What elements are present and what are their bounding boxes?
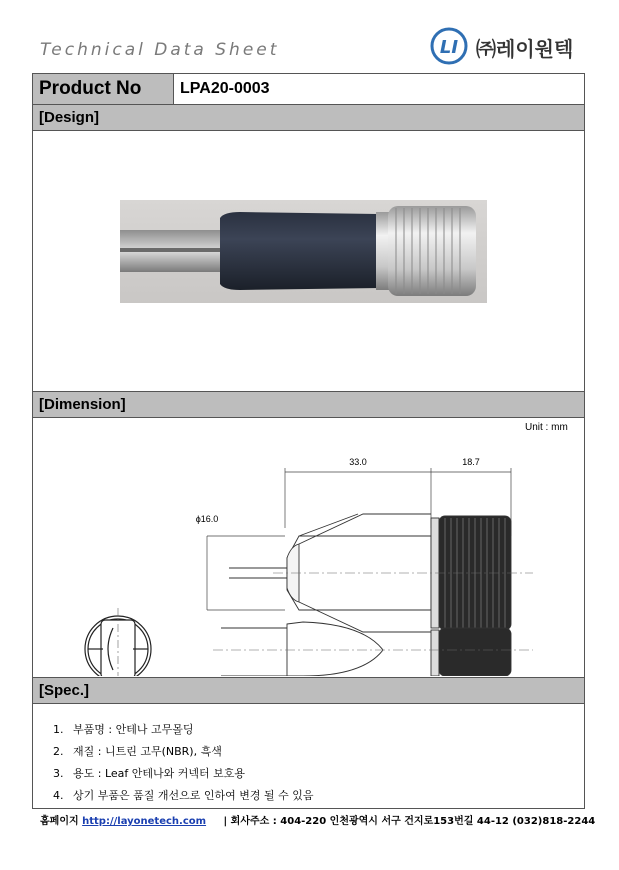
dim-diameter: ϕ16.0 [195,514,219,524]
logo-mark-text: LI [439,37,459,58]
company-logo-icon [430,27,468,65]
product-no-label: Product No [33,74,174,104]
data-sheet [32,73,585,809]
spec-item: 4. 상기 부품은 품질 개선으로 인하여 변경 될 수 있음 [53,789,314,802]
company-name: ㈜레이원텍 [476,37,574,61]
dim-length-b: 18.7 [462,457,480,467]
spec-list [53,719,314,807]
product-photo [120,200,487,303]
dimension-drawing [33,418,584,676]
homepage-link[interactable]: http://layonetech.com [82,816,207,827]
spec-item: 1. 부품명 : 안테나 고무몰딩 [53,723,194,736]
spec-item: 2. 재질 : 니트린 고무(NBR), 흑색 [53,745,222,758]
section-dimension-header: [Dimension] [33,391,584,418]
footer [40,812,601,827]
dim-length-a: 33.0 [349,457,367,467]
document-title: Technical Data Sheet [40,40,280,60]
unit-label: Unit : mm [525,422,568,433]
section-design-header: [Design] [33,104,584,131]
section-spec-header: [Spec.] [33,677,584,704]
company-address: | 회사주소 : 404-220 인천광역시 서구 건지로153번길 44-12 (032)818-2244 [223,816,596,827]
product-no-value: LPA20-0003 [180,80,270,97]
spec-item: 3. 용도 : Leaf 안테나와 커넥터 보호용 [53,767,246,780]
homepage-label: 홈페이지 [40,816,79,827]
product-row [33,74,584,105]
